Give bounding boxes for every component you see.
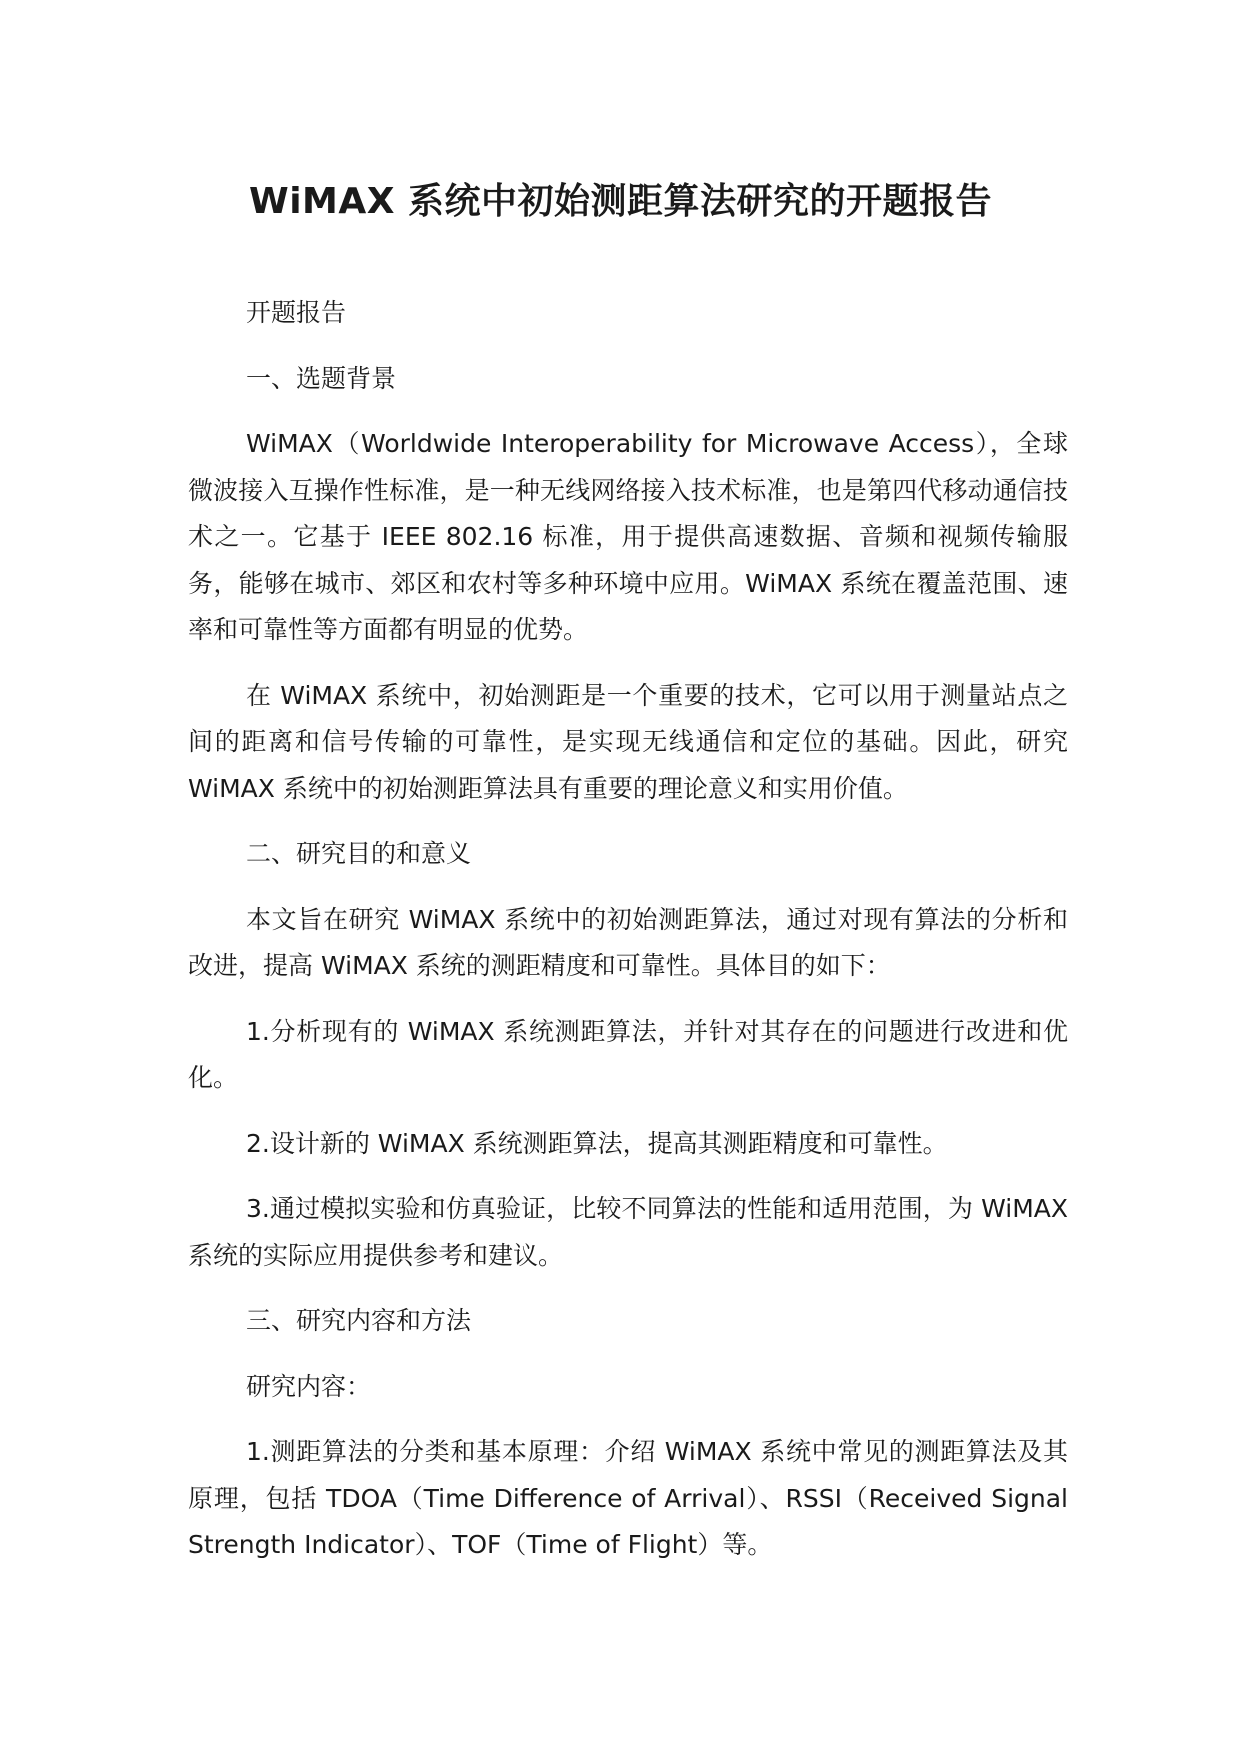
list-item-2: 2.设计新的 WiMAX 系统测距算法，提高其测距精度和可靠性。 — [246, 1128, 948, 1158]
list-item-3: 3.通过模拟实验和仿真验证，比较不同算法的性能和适用范围，为 WiMAX 系统的实际应用提供参考和建议。 — [188, 1194, 1068, 1270]
section-heading-purpose: 二、研究目的和意义 — [246, 839, 472, 868]
paragraph-wimax-intro: WiMAX（Worldwide Interoperability for Microwave Access），全球微波接入互操作性标准，是一种无线网络接入技术标准，也是第四代移动通信技术之一。它基于 IEEE 802.16 标准，用于提供高速数据、音频和视频传输服务，能够在城市、郊区和农村等多种环境中应用。WiMAX 系统在覆盖范围、速率和可靠性等方面都有明显的优势。 — [188, 429, 1068, 644]
paragraph-research-content-label: 研究内容： — [246, 1371, 372, 1401]
list-item-content-1: 1.测距算法的分类和基本原理：介绍 WiMAX 系统中常见的测距算法及其原理，包括 TDOA（Time Difference of Arrival）、RSSI（Received Signal Strength Indicator）、TOF（Time of Flight）等。 — [188, 1437, 1068, 1559]
paragraph-purpose: 本文旨在研究 WiMAX 系统中的初始测距算法，通过对现有算法的分析和改进，提高 WiMAX 系统的测距精度和可靠性。具体目的如下： — [188, 904, 1068, 980]
document-body — [188, 290, 1068, 1588]
section-heading-background: 一、选题背景 — [246, 363, 397, 393]
list-item-1: 1.分析现有的 WiMAX 系统测距算法，并针对其存在的问题进行改进和优化。 — [188, 1016, 1068, 1092]
paragraph-heading-report: 开题报告 — [246, 298, 347, 327]
paragraph-initial-ranging: 在 WiMAX 系统中，初始测距是一个重要的技术，它可以用于测量站点之间的距离和信号传输的可靠性，是实现无线通信和定位的基础。因此，研究 WiMAX 系统中的初始测距算法具有重要的理论意义和实用价值。 — [188, 680, 1068, 803]
section-heading-content-method: 三、研究内容和方法 — [246, 1306, 472, 1335]
document-title: WiMAX 系统中初始测距算法研究的开题报告 — [248, 181, 993, 222]
